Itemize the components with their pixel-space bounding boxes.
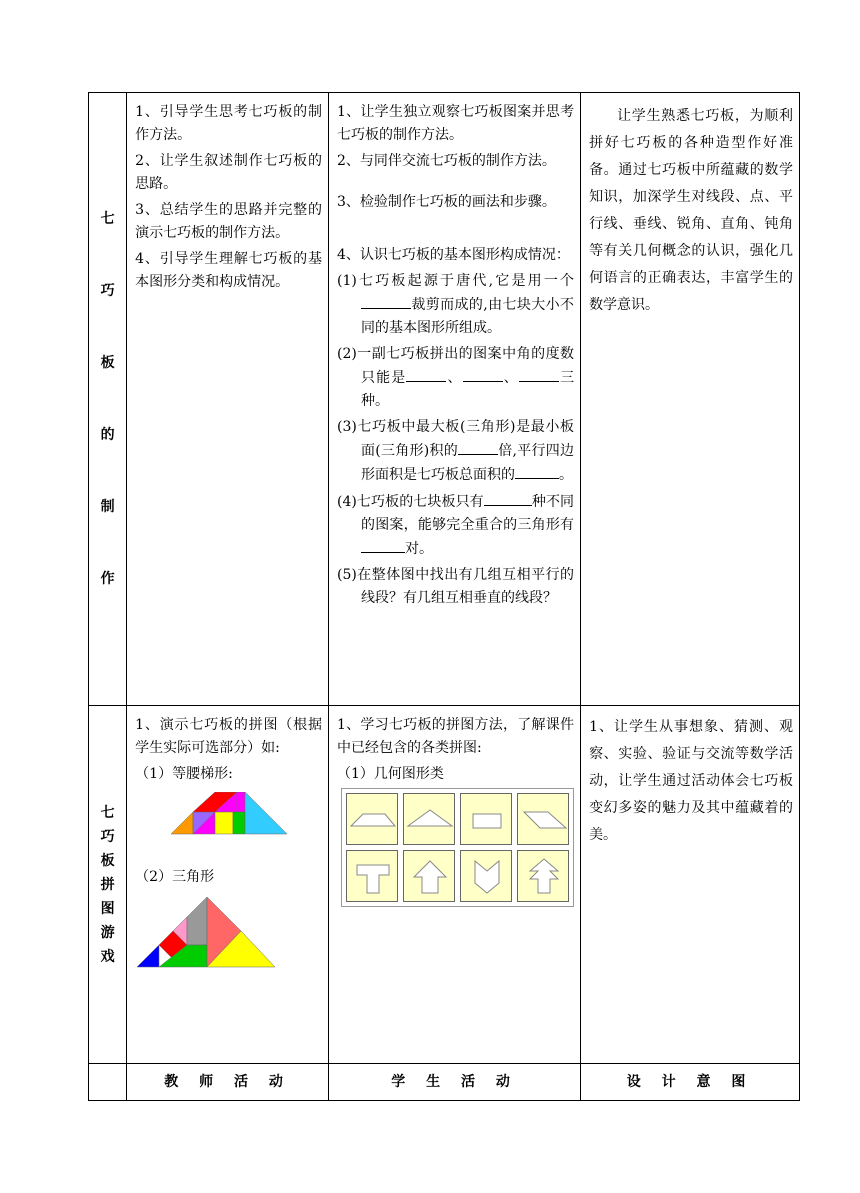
arrow-up-double-icon[interactable]: [517, 850, 569, 902]
answer-blank[interactable]: [463, 366, 503, 382]
trapezoid-icon[interactable]: [346, 793, 398, 845]
design-text: 1、让学生从事想象、猜测、观察、实验、验证与交流等数学活动，让学生通过活动体会七巧板变幻多姿的魅力及其中蕴藏着的美。: [589, 719, 793, 843]
label-char: 巧: [100, 828, 115, 845]
q4-text-a: (4)七巧板的七块板只有: [337, 494, 484, 510]
answer-blank[interactable]: [361, 537, 405, 553]
triangle-figure: [135, 897, 322, 977]
q1-text-a: (1)七巧板起源于唐代,它是用一个: [337, 273, 575, 289]
student-item: 1、让学生独立观察七巧板图案并思考七巧板的制作方法。: [337, 104, 575, 143]
teacher-item: 4、引导学生理解七巧板的基本图形分类和构成情况。: [135, 251, 322, 290]
q2-text-a: (2)一副七巧板拼出的图案中角的度数只能是: [337, 346, 575, 386]
label-char: 板: [100, 852, 115, 869]
parallelogram-icon[interactable]: [517, 793, 569, 845]
answer-blank[interactable]: [458, 439, 498, 455]
teacher-intro: 1、演示七巧板的拼图（根据学生实际可选部分）如:: [135, 717, 322, 756]
question-3: [337, 416, 574, 487]
answer-blank[interactable]: [406, 366, 446, 382]
student-item: 3、检验制作七巧板的画法和步骤。: [337, 194, 556, 210]
label-char: 游: [100, 924, 115, 941]
answer-blank[interactable]: [519, 366, 559, 382]
answer-blank[interactable]: [361, 293, 411, 309]
design-text: 让学生熟悉七巧板，为顺利拼好七巧板的各种造型作好准备。通过七巧板中所蕴藏的数学知识，加深学生对线段、点、平行线、垂线、锐角、直角、钝角等有关几何概念的认识，强化几何语言的正确表达，丰富学生的数学意识。: [589, 108, 793, 313]
label-char: 图: [100, 900, 115, 917]
q4-text-b: 种不同的图案，能够完全重合的三角形有: [361, 494, 575, 533]
answer-blank[interactable]: [515, 463, 559, 479]
label-char: 制: [100, 499, 115, 515]
lesson-plan-table: [88, 92, 800, 1101]
shape-gallery: [341, 788, 574, 907]
trapezoid-figure: [135, 792, 322, 844]
arrow-up-icon[interactable]: [403, 850, 455, 902]
design-intent-cell: [581, 93, 800, 706]
design-intent-cell: [581, 706, 800, 1064]
student-item: 4、认识七巧板的基本图形构成情况：: [337, 247, 570, 263]
teacher-activity-cell: [127, 706, 329, 1064]
label-char: 作: [100, 571, 115, 587]
teacher-activity-cell: [127, 93, 329, 706]
teacher-item: 2、让学生叙述制作七巧板的思路。: [135, 153, 322, 192]
figure-caption: （1）等腰梯形:: [135, 766, 233, 782]
column-header-row: [89, 1064, 800, 1101]
student-intro: 1、学习七巧板的拼图方法，了解课件中已经包含的各类拼图:: [337, 717, 575, 756]
header-student: 学 生 活 动: [329, 1064, 581, 1101]
question-2: [337, 343, 574, 413]
row-tangram-game: [89, 706, 800, 1064]
q4-text-c: 对。: [405, 541, 433, 557]
header-empty: [89, 1064, 127, 1101]
teacher-item: 3、总结学生的思路并完整的演示七巧板的制作方法。: [135, 202, 322, 241]
q2-text-b: 三种。: [361, 370, 575, 409]
q3-text-b: 倍,平行四边形面积是七巧板总面积的: [361, 443, 575, 483]
question-5: (5)在整体图中找出有几组互相平行的线段？有几组互相垂直的线段？: [337, 567, 575, 606]
chevron-down-icon[interactable]: [460, 850, 512, 902]
label-char: 的: [100, 427, 115, 443]
answer-blank[interactable]: [484, 490, 532, 506]
label-char: 拼: [100, 876, 115, 893]
triangle-icon[interactable]: [403, 793, 455, 845]
label-char: 戏: [100, 948, 115, 965]
header-design: 设 计 意 图: [581, 1064, 800, 1101]
row-tangram-making: [89, 93, 800, 706]
sub-title: （1）几何图形类: [337, 766, 444, 782]
t-shape-icon[interactable]: [346, 850, 398, 902]
tangram-triangle-icon: [137, 897, 275, 969]
q3-text-a: (3)七巧板中最大板(三角形)是最小板面(三角形)积的: [337, 419, 575, 459]
q3-text-c: 。: [559, 467, 573, 483]
q2-sep: 、: [502, 370, 519, 386]
tangram-trapezoid-icon: [171, 792, 287, 836]
rectangle-icon[interactable]: [460, 793, 512, 845]
label-char: 七: [100, 211, 115, 227]
label-char: 板: [100, 355, 115, 371]
header-teacher: 教 师 活 动: [127, 1064, 329, 1101]
label-char: 七: [100, 804, 115, 821]
label-char: 巧: [100, 283, 115, 299]
question-1: [337, 270, 574, 340]
q2-sep: 、: [446, 370, 463, 386]
student-item: 2、与同伴交流七巧板的制作方法。: [337, 153, 556, 169]
row-label-making: [89, 93, 127, 706]
student-activity-cell: [329, 93, 581, 706]
teacher-item: 1、引导学生思考七巧板的制作方法。: [135, 104, 322, 143]
question-4: [337, 490, 574, 561]
q1-text-b: 裁剪而成的,由七块大小不同的基本图形所组成。: [361, 297, 575, 336]
figure-caption: （2）三角形: [135, 869, 215, 885]
student-activity-cell: [329, 706, 581, 1064]
row-label-game: [89, 706, 127, 1064]
